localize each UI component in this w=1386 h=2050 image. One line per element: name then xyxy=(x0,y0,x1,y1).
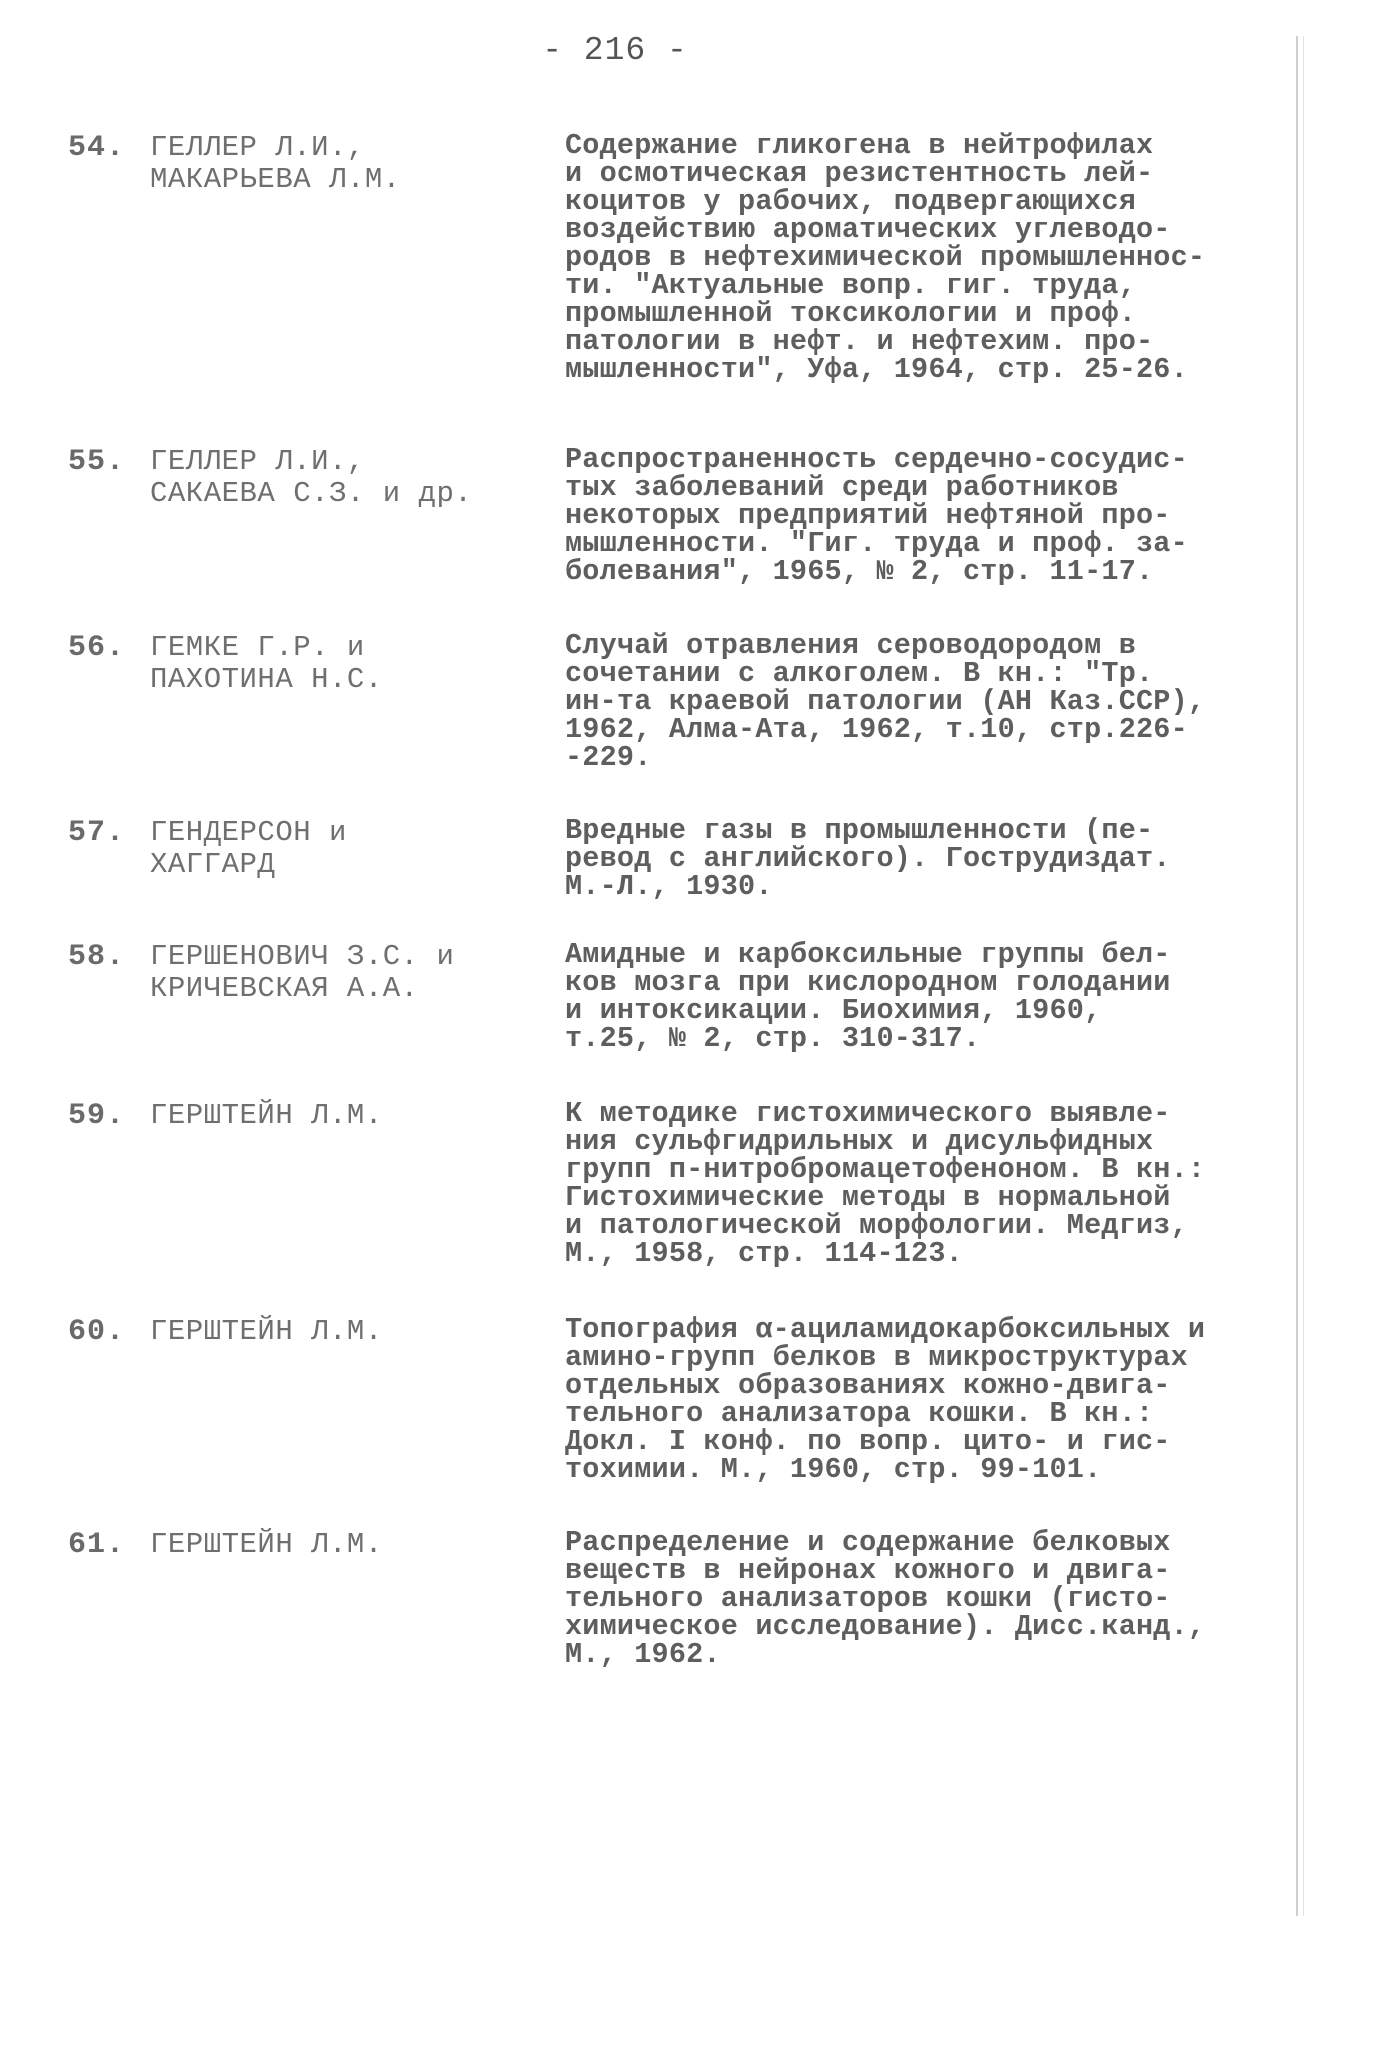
entry-citation: Распространенность сердечно-сосудис- тых заболеваний среди работников некоторых предприятий нефтяной про- мышленности. "Гиг. труда и проф. за- болевания", 1965, № 2, стр. 11-17. xyxy=(565,443,1188,588)
entry-authors: ГЕНДЕРСОН и ХАГГАРД xyxy=(150,816,347,881)
entry-authors: ГЕРШЕНОВИЧ З.С. и КРИЧЕВСКАЯ А.А. xyxy=(150,940,455,1005)
entry-number: 58. xyxy=(68,940,126,974)
entry-authors: ГЕРШТЕЙН Л.М. xyxy=(150,1099,383,1132)
entry-citation: К методике гистохимического выявле- ния сульфгидрильных и дисульфидных групп п-нитробромацетофеноном. В кн.: Гистохимические методы в нормальной и патологической морфологии. Медгиз, М., 1958, стр. 114-123. xyxy=(565,1097,1206,1270)
entry-authors: ГЕЛЛЕР Л.И., САКАЕВА С.З. и др. xyxy=(150,445,473,510)
entry-citation: Вредные газы в промышленности (пе- ревод с английского). Гострудиздат. М.-Л., 1930. xyxy=(565,814,1171,903)
entry-number: 61. xyxy=(68,1528,126,1562)
entry-citation: Случай отравления сероводородом в сочетании с алкоголем. В кн.: "Тр. ин-та краевой патологии (АН Каз.ССР), 1962, Алма-Ата, 1962, т.10, стр.226- -229. xyxy=(565,629,1206,774)
entry-citation: Содержание гликогена в нейтрофилах и осмотическая резистентность лей- коцитов у рабочих, подвергающихся воздействию ароматических углеводо- родов в нефтехимической промышленнос- ти. "Актуальные вопр. гиг. труда, промышленной токсикологии и проф. патологии в нефт. и нефтехим. про- мышленности", Уфа, 1964, стр. 25-26. xyxy=(565,129,1206,386)
entry-authors: ГЕМКЕ Г.Р. и ПАХОТИНА Н.С. xyxy=(150,631,383,696)
entry-number: 55. xyxy=(68,445,126,479)
page-number: - 216 - xyxy=(542,32,688,69)
entry-number: 57. xyxy=(68,816,126,850)
entry-number: 56. xyxy=(68,631,126,665)
entry-citation: Амидные и карбоксильные группы бел- ков мозга при кислородном голодании и интоксикации. Биохимия, 1960, т.25, № 2, стр. 310-317. xyxy=(565,938,1171,1055)
entry-number: 54. xyxy=(68,131,126,165)
binding-line-shadow xyxy=(1303,36,1304,1916)
entry-citation: Топография α-ациламидокарбоксильных и амино-групп белков в микроструктурах отдельных образованиях кожно-двига- тельного анализатора кошки. В кн.: Докл. I конф. по вопр. цито- и гис- тохимии. М., 1960, стр. 99-101. xyxy=(565,1313,1206,1486)
entry-authors: ГЕРШТЕЙН Л.М. xyxy=(150,1528,383,1561)
entry-citation: Распределение и содержание белковых веществ в нейронах кожного и двига- тельного анализаторов кошки (гисто- химическое исследование). Дисс.канд., М., 1962. xyxy=(565,1526,1206,1671)
binding-line xyxy=(1296,36,1298,1916)
entry-number: 59. xyxy=(68,1099,126,1133)
entry-authors: ГЕЛЛЕР Л.И., МАКАРЬЕВА Л.М. xyxy=(150,131,401,196)
entry-number: 60. xyxy=(68,1315,126,1349)
entry-authors: ГЕРШТЕЙН Л.М. xyxy=(150,1315,383,1348)
